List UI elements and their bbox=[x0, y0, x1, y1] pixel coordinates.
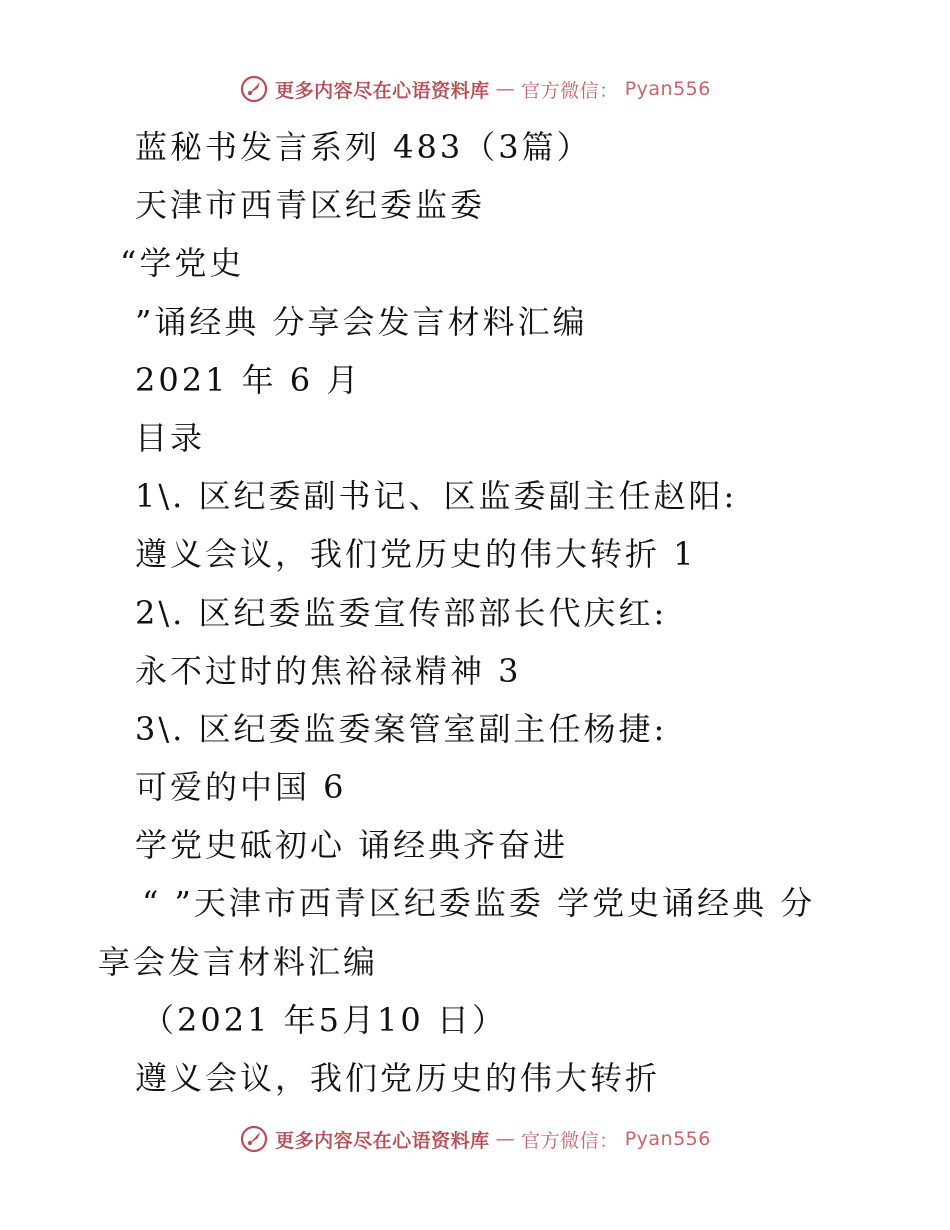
toc-item-1-speaker: 1\. 区纪委副书记、区监委副主任赵阳: bbox=[135, 477, 738, 516]
watermark-wechat-label: 官方微信： bbox=[521, 1129, 619, 1152]
watermark-separator: — bbox=[495, 1128, 516, 1150]
quill-circle-icon bbox=[239, 1124, 269, 1154]
doc-organization: 天津市西青区纪委监委 bbox=[135, 186, 486, 225]
doc-subtitle-part1: “学党史 bbox=[120, 244, 245, 283]
section-subheading-cont: 享会发言材料汇编 bbox=[98, 942, 379, 981]
document-body bbox=[0, 124, 950, 1113]
doc-title: 蓝秘书发言系列 483（3篇） bbox=[135, 128, 592, 166]
section-heading: 学党史砥初心 诵经典齐奋进 bbox=[135, 826, 569, 865]
watermark-brand: 更多内容尽在心语资料库 bbox=[275, 1129, 490, 1152]
footer-watermark bbox=[0, 1124, 950, 1154]
doc-date: 2021 年 6 月 bbox=[135, 360, 362, 399]
toc-item-2-speaker: 2\. 区纪委监委宣传部部长代庆红: bbox=[135, 593, 668, 632]
section-subheading: “ ”天津市西青区纪委监委 学党史诵经典 分 bbox=[142, 884, 816, 923]
watermark-wechat-label: 官方微信： bbox=[521, 79, 619, 102]
watermark-brand: 更多内容尽在心语资料库 bbox=[275, 79, 490, 102]
toc-item-2-title: 永不过时的焦裕禄精神 3 bbox=[135, 651, 522, 690]
doc-subtitle-part2: ”诵经典 分享会发言材料汇编 bbox=[135, 302, 588, 341]
article-title: 遵义会议，我们党历史的伟大转折 bbox=[135, 1059, 661, 1097]
watermark-wechat-id: Pyan556 bbox=[624, 78, 711, 100]
toc-item-3-title: 可爱的中国 6 bbox=[135, 768, 347, 807]
toc-item-3-speaker: 3\. 区纪委监委案管室副主任杨捷: bbox=[135, 709, 668, 748]
watermark-wechat-id: Pyan556 bbox=[624, 1128, 711, 1150]
toc-heading: 目录 bbox=[135, 418, 206, 457]
header-watermark bbox=[0, 74, 950, 104]
toc-item-1-title: 遵义会议，我们党历史的伟大转折 1 bbox=[135, 535, 697, 574]
watermark-separator: — bbox=[495, 78, 516, 100]
section-date: （2021 年5月10 日） bbox=[142, 1000, 507, 1039]
quill-circle-icon bbox=[239, 74, 269, 104]
